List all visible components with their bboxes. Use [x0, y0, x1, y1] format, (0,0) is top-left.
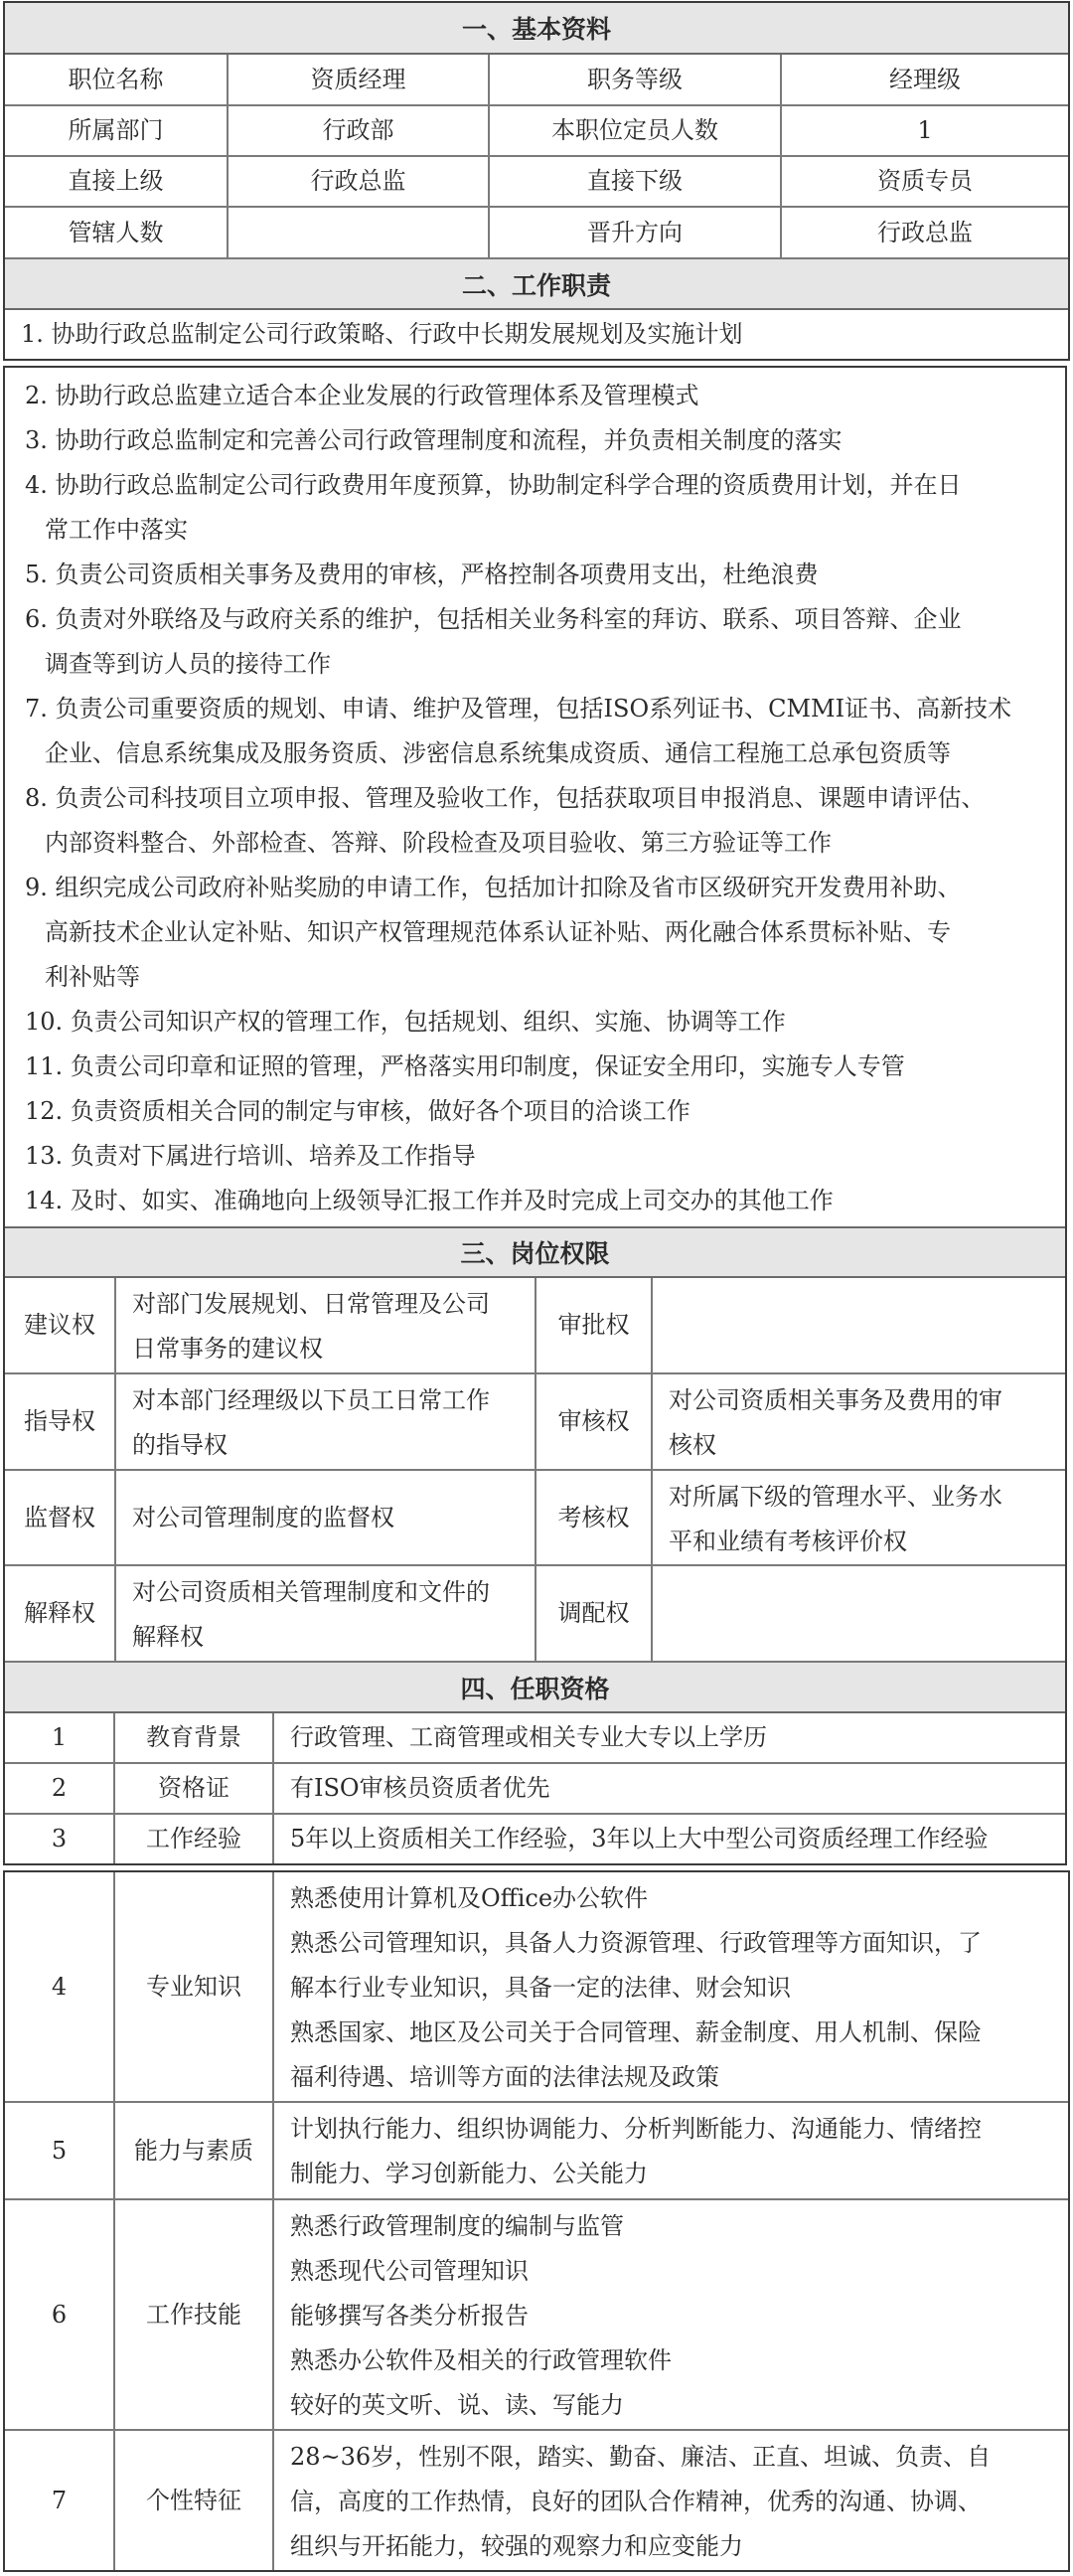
authority-desc: 对公司管理制度的监督权 — [116, 1471, 536, 1564]
section-header-basic-info: 一、基本资料 — [5, 3, 1068, 55]
qualification-number: 2 — [5, 1764, 115, 1813]
authority-desc: 对所属下级的管理水平、业务水 平和业绩有考核评价权 — [669, 1483, 1002, 1555]
authority-label: 解释权 — [5, 1566, 116, 1661]
field-label: 直接下级 — [490, 157, 782, 206]
duty-item-continued: 高新技术企业认定补贴、知识产权管理规范体系认证补贴、两化融合体系贯标补贴、专 — [45, 918, 951, 946]
section-header-qualifications: 四、任职资格 — [5, 1663, 1065, 1713]
duty-item-continued: 利补贴等 — [45, 963, 140, 991]
qualification-desc: 熟悉使用计算机及Office办公软件 熟悉公司管理知识，具备人力资源管理、行政管理等方面知识，了 解本行业专业知识，具备一定的法律、财会知识 熟悉国家、地区及公司关于合同管理、薪金制度、用人机制、保险 福利待遇、培训等方面的法律法规及政策 — [290, 1884, 982, 2091]
field-value: 1 — [917, 116, 933, 144]
duty-item-continued: 调查等到访人员的接待工作 — [45, 650, 331, 678]
duty-item: 9. 组织完成公司政府补贴奖励的申请工作，包括加计扣除及省市区级研究开发费用补助、 — [25, 874, 962, 901]
field-value: 资质专员 — [877, 167, 973, 195]
qualification-number: 4 — [5, 1872, 115, 2101]
field-label: 管辖人数 — [5, 208, 229, 257]
authority-label: 审核权 — [536, 1374, 653, 1469]
duty-list — [5, 368, 1065, 1226]
qualification-number: 6 — [5, 2200, 115, 2429]
duty-item: 2. 协助行政总监建立适合本企业发展的行政管理体系及管理模式 — [25, 382, 699, 409]
qualification-number: 5 — [5, 2103, 115, 2198]
section-header-authority: 三、岗位权限 — [5, 1226, 1065, 1278]
field-label: 所属部门 — [5, 106, 229, 155]
qualification-row — [5, 2103, 1068, 2200]
authority-desc: 对公司资质相关管理制度和文件的 解释权 — [116, 1566, 536, 1661]
field-label: 直接上级 — [5, 157, 229, 206]
qualification-row — [5, 1713, 1065, 1764]
duty-item-continued: 常工作中落实 — [45, 516, 188, 544]
qualification-label: 资格证 — [115, 1764, 274, 1813]
basic-info-table — [3, 1, 1070, 361]
duty-item: 10. 负责公司知识产权的管理工作，包括规划、组织、实施、协调等工作 — [25, 1008, 786, 1036]
authority-label: 审批权 — [536, 1278, 653, 1372]
field-value: 资质经理 — [229, 55, 490, 104]
qualification-desc: 熟悉行政管理制度的编制与监管 熟悉现代公司管理知识 能够撰写各类分析报告 熟悉办公软件及相关的行政管理软件 较好的英文听、说、读、写能力 — [290, 2212, 672, 2419]
qualification-number: 7 — [5, 2431, 115, 2570]
qualification-label: 专业知识 — [115, 1872, 274, 2101]
authority-desc: 对部门发展规划、日常管理及公司 日常事务的建议权 — [116, 1278, 536, 1372]
authority-label: 监督权 — [5, 1471, 116, 1564]
duty-item: 6. 负责对外联络及与政府关系的维护，包括相关业务科室的拜访、联系、项目答辩、企业 — [25, 605, 962, 633]
field-value: 行政部 — [229, 106, 490, 155]
field-label: 晋升方向 — [490, 208, 782, 257]
authority-desc: 对本部门经理级以下员工日常工作 的指导权 — [116, 1374, 536, 1469]
table-row — [5, 55, 1068, 106]
authority-row — [5, 1374, 1065, 1471]
qualification-row — [5, 2200, 1068, 2431]
authority-desc — [653, 1566, 1065, 1661]
duty-item: 3. 协助行政总监制定和完善公司行政管理制度和流程，并负责相关制度的落实 — [25, 426, 843, 454]
qualification-desc: 28~36岁，性别不限，踏实、勤奋、廉洁、正直、坦诚、负责、自 信，高度的工作热情，良好的团队合作精神，优秀的沟通、协调、 组织与开拓能力，较强的观察力和应变能力 — [290, 2443, 992, 2560]
authority-label: 建议权 — [5, 1278, 116, 1372]
qualification-row — [5, 1872, 1068, 2103]
section-header-duties: 二、工作职责 — [5, 259, 1068, 310]
field-value: 行政总监 — [877, 218, 973, 246]
qualification-label: 能力与素质 — [115, 2103, 274, 2198]
authority-row — [5, 1566, 1065, 1663]
duty-item: 12. 负责资质相关合同的制定与审核，做好各个项目的洽谈工作 — [25, 1097, 690, 1125]
qualification-label: 个性特征 — [115, 2431, 274, 2570]
field-value: 经理级 — [889, 65, 961, 93]
qualification-desc: 有ISO审核员资质者优先 — [290, 1774, 550, 1802]
qualification-row — [5, 1764, 1065, 1815]
duty-item: 5. 负责公司资质相关事务及费用的审核，严格控制各项费用支出，杜绝浪费 — [25, 561, 819, 588]
qualification-desc: 5年以上资质相关工作经验，3年以上大中型公司资质经理工作经验 — [290, 1825, 989, 1852]
duty-item: 1. 协助行政总监制定公司行政策略、行政中长期发展规划及实施计划 — [21, 320, 743, 348]
field-label: 职位名称 — [5, 55, 229, 104]
duty-item: 8. 负责公司科技项目立项申报、管理及验收工作，包括获取项目申报消息、课题申请评估、 — [25, 784, 986, 812]
authority-desc: 对公司资质相关事务及费用的审 核权 — [669, 1386, 1002, 1459]
authority-row — [5, 1471, 1065, 1566]
duty-item: 13. 负责对下属进行培训、培养及工作指导 — [25, 1142, 476, 1170]
authority-label: 指导权 — [5, 1374, 116, 1469]
table-row — [5, 157, 1068, 208]
field-label: 本职位定员人数 — [490, 106, 782, 155]
duty-item: 14. 及时、如实、准确地向上级领导汇报工作并及时完成上司交办的其他工作 — [25, 1187, 834, 1214]
duty-item: 11. 负责公司印章和证照的管理，严格落实用印制度，保证安全用印，实施专人专管 — [25, 1052, 905, 1080]
field-value: 行政总监 — [229, 157, 490, 206]
qualification-desc: 计划执行能力、组织协调能力、分析判断能力、沟通能力、情绪控 制能力、学习创新能力、公关能力 — [290, 2115, 982, 2187]
duties-and-authority-table — [3, 366, 1067, 1865]
qualification-number: 3 — [5, 1815, 115, 1863]
authority-label: 考核权 — [536, 1471, 653, 1564]
table-row — [5, 106, 1068, 157]
qualification-label: 工作经验 — [115, 1815, 274, 1863]
table-row — [5, 208, 1068, 259]
field-value — [229, 208, 490, 257]
field-label: 职务等级 — [490, 55, 782, 104]
duty-item: 7. 负责公司重要资质的规划、申请、维护及管理，包括ISO系列证书、CMMI证书、高新技术 — [25, 695, 1012, 723]
qualification-row — [5, 2431, 1068, 2570]
authority-row — [5, 1278, 1065, 1374]
qualification-number: 1 — [5, 1713, 115, 1762]
qualification-row — [5, 1815, 1065, 1863]
qualification-label: 工作技能 — [115, 2200, 274, 2429]
qualification-desc: 行政管理、工商管理或相关专业大专以上学历 — [290, 1723, 767, 1751]
duty-item-continued: 内部资料整合、外部检查、答辩、阶段检查及项目验收、第三方验证等工作 — [45, 829, 832, 857]
duty-item-continued: 企业、信息系统集成及服务资质、涉密信息系统集成资质、通信工程施工总承包资质等 — [45, 739, 951, 767]
duty-item: 4. 协助行政总监制定公司行政费用年度预算，协助制定科学合理的资质费用计划，并在日 — [25, 471, 962, 499]
qualification-label: 教育背景 — [115, 1713, 274, 1762]
qualifications-table-continued — [3, 1870, 1070, 2572]
authority-desc — [653, 1278, 1065, 1372]
authority-label: 调配权 — [536, 1566, 653, 1661]
